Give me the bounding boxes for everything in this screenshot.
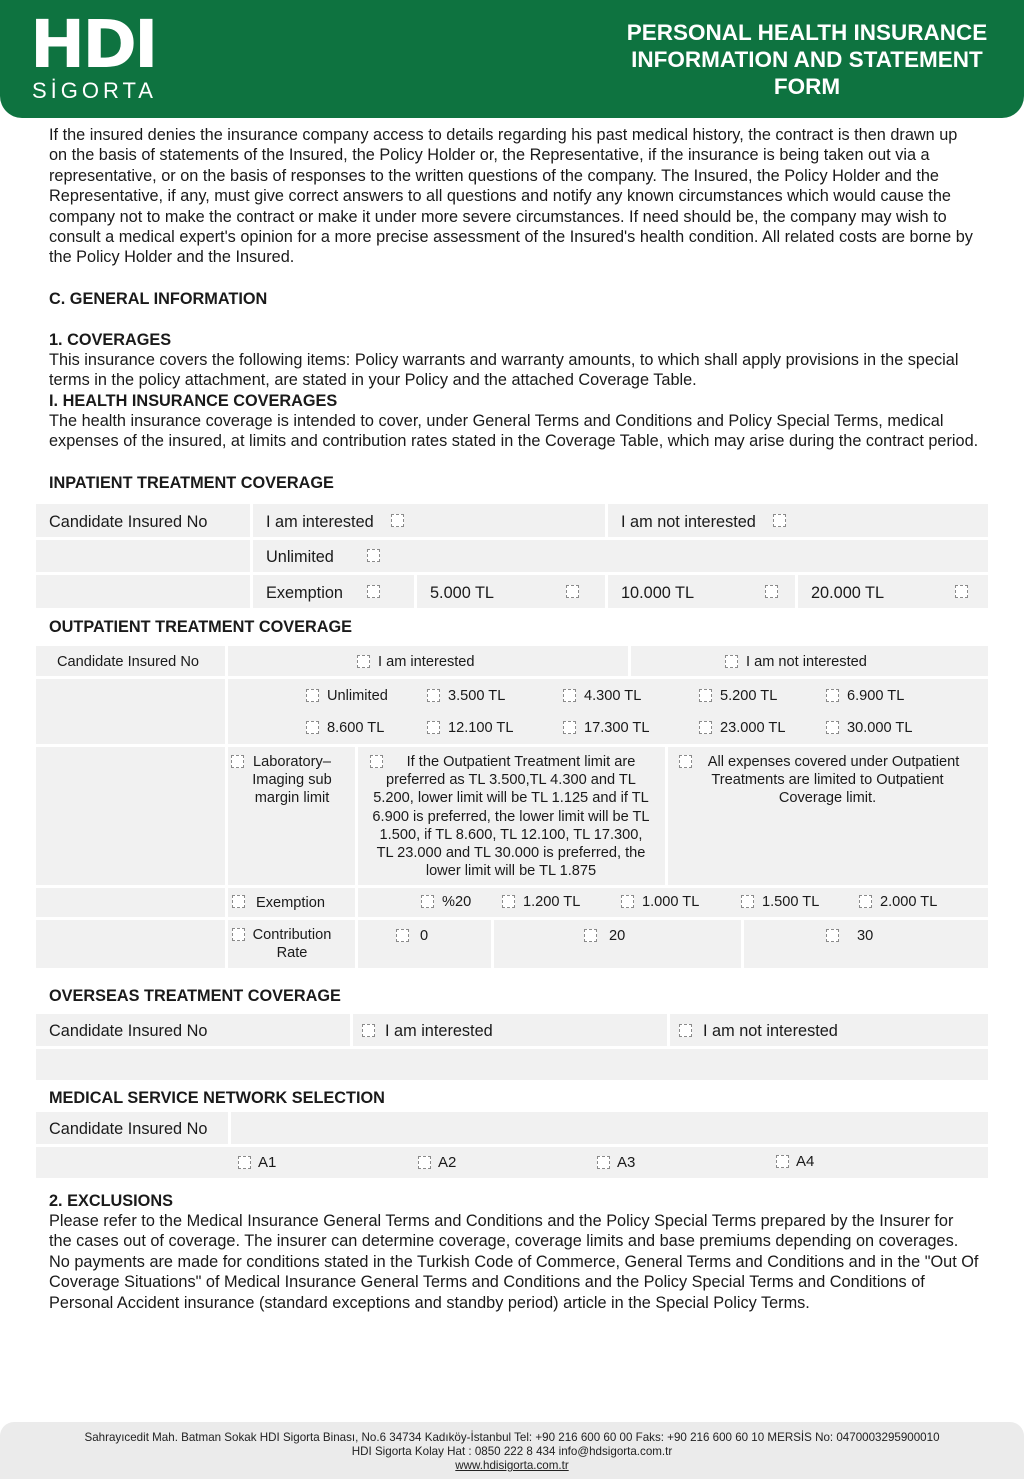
outpatient-limit-checkbox[interactable] [427,689,440,702]
hdi-logo-subtitle: SİGORTA [32,78,157,103]
inpatient-amount-label: 20.000 TL [811,584,885,602]
contribution-option-label: 20 [609,928,626,944]
exemption-option-label: 1.200 TL [523,894,581,910]
outpatient-not-interested-label: I am not interested [746,654,867,670]
outpatient-limit-checkbox[interactable] [306,721,319,734]
outpatient-exemption-checkbox[interactable] [232,895,245,908]
form-title-line-2: INFORMATION AND STATEMENT [631,47,983,72]
inpatient-amount-checkbox[interactable] [765,585,778,598]
network-option-checkbox[interactable] [418,1156,431,1169]
outpatient-limit-checkbox[interactable] [699,689,712,702]
network-option-label: A3 [617,1154,636,1171]
outpatient-limit-checkbox[interactable] [306,689,319,702]
health-coverages-heading: I. HEALTH INSURANCE COVERAGES [49,392,338,410]
table-cell [36,1049,988,1080]
health-coverages-text: The health insurance coverage is intended to cover, under General Terms and Conditions and Policy Special Terms, medical expenses of the insured, at limits and contribution rates stated in the Coverage Table, which may arise during the contract period. [49,412,979,451]
outpatient-limit-checkbox[interactable] [427,721,440,734]
exclusions-heading: 2. EXCLUSIONS [49,1192,173,1210]
lab-sub-limit-label: Laboratory– Imaging sub margin limit [252,754,332,807]
outpatient-limit-checkbox[interactable] [826,689,839,702]
outpatient-heading: OUTPATIENT TREATMENT COVERAGE [49,618,353,636]
website-link[interactable]: www.hdisigorta.com.tr [455,1459,569,1472]
exemption-option-checkbox[interactable] [741,895,754,908]
outpatient-limit-label: 30.000 TL [847,720,913,736]
footer-hotline: HDI Sigorta Kolay Hat : 0850 222 8 434 info@hdsigorta.com.tr [351,1445,673,1458]
overseas-not-interested-checkbox[interactable] [679,1024,692,1037]
outpatient-limit-label: 8.600 TL [327,720,385,736]
lower-limit-note: If the Outpatient Treatment limit are preferred as TL 3.500,TL 4.300 and TL 5.200, lower limit will be TL 1.125 and if TL 6.900 is preferred, the lower limit will be TL 1.500, if TL 8.600, TL 12.100, TL 17.300, TL 23.000 and TL 30.000 is preferred, the lower limit will be TL 1.875 [372,754,650,880]
form-title [600,19,1014,100]
table-cell [36,575,250,608]
contribution-rate-label: Contribution Rate [252,927,332,962]
inpatient-unlimited-label: Unlimited [266,548,334,566]
network-option-label: A4 [796,1153,815,1170]
inpatient-heading: INPATIENT TREATMENT COVERAGE [49,474,334,492]
overseas-not-interested-label: I am not interested [703,1022,838,1040]
network-option-checkbox[interactable] [597,1156,610,1169]
outpatient-limit-label: 6.900 TL [847,688,905,704]
inpatient-not-interested-checkbox[interactable] [773,514,786,527]
outpatient-limit-label: 5.200 TL [720,688,778,704]
outpatient-limit-label: 23.000 TL [720,720,786,736]
contribution-option-label: 0 [420,928,429,944]
network-option-label: A2 [438,1154,457,1171]
outpatient-limit-checkbox[interactable] [699,721,712,734]
exemption-option-label: %20 [442,894,472,910]
footer-address: Sahrayıcedit Mah. Batman Sokak HDI Sigorta Binası, No.6 34734 Kadıköy-İstanbul Tel: +90 216 600 60 00 Faks: +90 216 600 60 10 MERSİS No: 0470003295900010 [84,1431,940,1444]
intro-paragraph: If the insured denies the insurance company access to details regarding his past medical history, the contract is then drawn up on the basis of statements of the Insured, the Policy Holder or, the Representative, if the insurance is being taken out via a representative, or on the basis of responses to the written questions of the company. The Insured, the Policy Holder and the Representative, if any, must give correct answers to all questions and notify any known circumstances which would cause the company not to make the contract or make it under more severe circumstances. If need should be, the company may wish to consult a medical expert's opinion for a more precise assessment of the Insured's health condition. All related costs are borne by the Policy Holder and the Insured. [49,126,973,267]
overseas-heading: OVERSEAS TREATMENT COVERAGE [49,987,341,1005]
outpatient-limit-label: 3.500 TL [448,688,506,704]
network-option-checkbox[interactable] [776,1155,789,1168]
table-cell [36,747,225,885]
inpatient-amount-checkbox[interactable] [955,585,968,598]
all-expenses-note: All expenses covered under Outpatient Treatments are limited to Outpatient Coverage limit. [707,754,960,807]
outpatient-limit-label: 17.300 TL [584,720,650,736]
outpatient-interested-label: I am interested [378,654,475,670]
form-title-line-3: FORM [773,74,841,99]
contribution-option-checkbox[interactable] [396,929,409,942]
network-option-checkbox[interactable] [238,1156,251,1169]
inpatient-exemption-checkbox[interactable] [367,585,380,598]
general-info-heading: C. GENERAL INFORMATION [49,290,268,308]
outpatient-limit-label: Unlimited [327,688,388,704]
outpatient-interested-checkbox[interactable] [357,655,370,668]
table-cell [253,540,988,572]
inpatient-interested-checkbox[interactable] [391,514,404,527]
inpatient-amount-label: 5.000 TL [430,584,494,602]
coverages-heading: 1. COVERAGES [49,331,172,349]
table-cell [36,679,225,744]
outpatient-limit-label: 4.300 TL [584,688,642,704]
contribution-option-label: 30 [857,928,874,944]
exemption-option-label: 1.000 TL [642,894,700,910]
inpatient-amount-checkbox[interactable] [566,585,579,598]
table-cell [36,1147,988,1178]
inpatient-not-interested-label: I am not interested [621,513,756,531]
candidate-insured-label: Candidate Insured No [57,654,199,670]
overseas-interested-checkbox[interactable] [362,1024,375,1037]
inpatient-unlimited-checkbox[interactable] [367,549,380,562]
footer-website-row [0,1459,1024,1473]
contribution-option-checkbox[interactable] [584,929,597,942]
exemption-option-checkbox[interactable] [859,895,872,908]
contribution-option-checkbox[interactable] [826,929,839,942]
exemption-option-checkbox[interactable] [502,895,515,908]
inpatient-exemption-label: Exemption [266,584,343,602]
exemption-option-checkbox[interactable] [621,895,634,908]
candidate-insured-label: Candidate Insured No [49,1120,208,1138]
form-title-line-1: PERSONAL HEALTH INSURANCE [626,20,988,45]
hdi-logo: HDI [30,6,156,83]
network-heading: MEDICAL SERVICE NETWORK SELECTION [49,1089,385,1107]
outpatient-limit-checkbox[interactable] [563,689,576,702]
candidate-insured-label: Candidate Insured No [49,1022,208,1040]
table-cell [36,888,225,917]
outpatient-exemption-label: Exemption [256,895,325,911]
exemption-option-checkbox[interactable] [421,895,434,908]
outpatient-limit-label: 12.100 TL [448,720,514,736]
outpatient-limit-checkbox[interactable] [563,721,576,734]
table-cell [36,540,250,572]
coverages-text: This insurance covers the following items: Policy warrants and warranty amounts, to which shall apply provisions in the special terms in the policy attachment, are stated in your Policy and the attached Coverage Table. [49,351,959,390]
exclusions-text: Please refer to the Medical Insurance General Terms and Conditions and the Policy Special Terms prepared by the Insurer for the cases out of coverage. The insurer can determine coverage, coverage limits and base premiums depending on coverages. No payments are made for conditions stated in the Turkish Code of Commerce, General Terms and Conditions and in the "Out Of Coverage Situations" of Medical Insurance General Terms and Conditions and the Policy Special Terms and Conditions of Personal Accident insurance (standard exceptions and standby period) article in the Special Policy Terms. [49,1212,979,1312]
inpatient-interested-label: I am interested [266,513,374,531]
candidate-insured-label: Candidate Insured No [49,513,208,531]
exemption-option-label: 2.000 TL [880,894,938,910]
exemption-option-label: 1.500 TL [762,894,820,910]
outpatient-not-interested-checkbox[interactable] [725,655,738,668]
outpatient-limit-checkbox[interactable] [826,721,839,734]
table-cell [36,920,225,968]
page-footer [0,1422,1024,1479]
table-cell [231,1112,988,1144]
page-header [0,0,1024,118]
network-option-label: A1 [258,1154,277,1171]
inpatient-amount-label: 10.000 TL [621,584,695,602]
overseas-interested-label: I am interested [385,1022,493,1040]
